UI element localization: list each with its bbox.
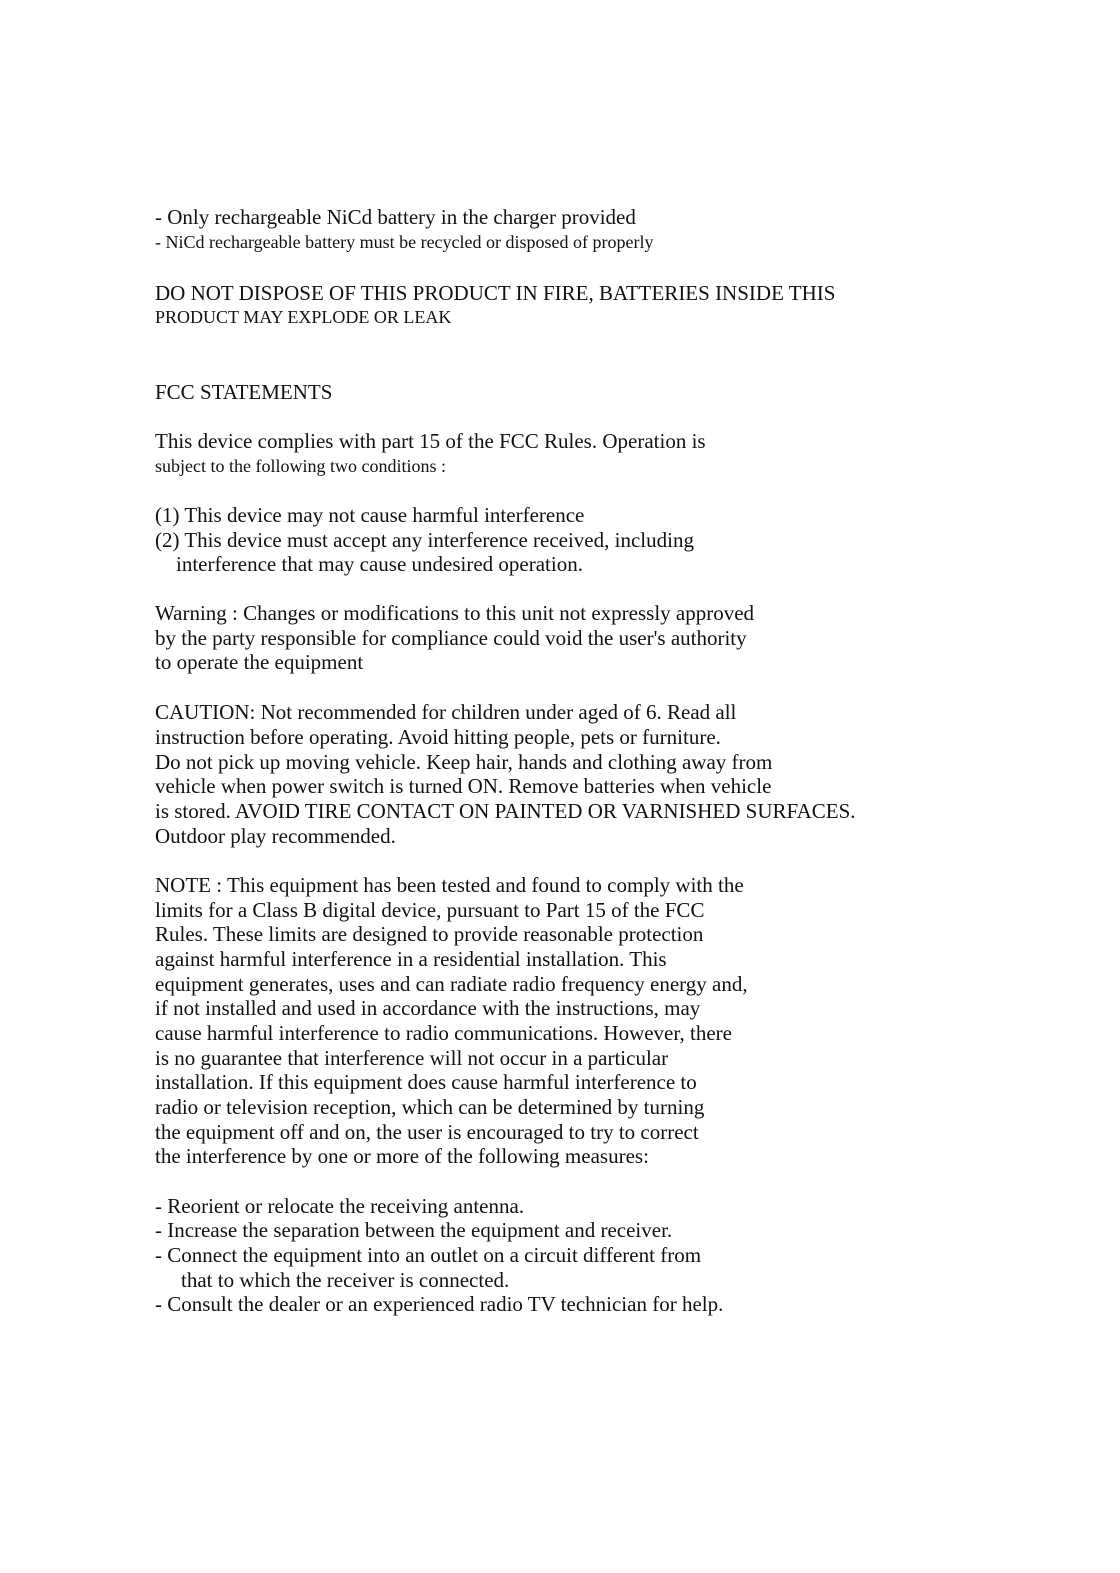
condition-2-continued: interference that may cause undesired operation.: [176, 552, 583, 576]
note-line-12: the interference by one or more of the following measures:: [155, 1144, 649, 1168]
fcc-heading: FCC STATEMENTS: [155, 380, 333, 404]
note-line-5: equipment generates, uses and can radiate radio frequency energy and,: [155, 972, 748, 996]
warning-line-1: Warning : Changes or modifications to this unit not expressly approved: [155, 601, 755, 625]
caution-line-4: vehicle when power switch is turned ON. Remove batteries when vehicle: [155, 774, 772, 798]
fire-warning-line-2: PRODUCT MAY EXPLODE OR LEAK: [155, 307, 452, 327]
note-line-11: the equipment off and on, the user is encouraged to try to correct: [155, 1120, 699, 1144]
note-line-9: installation. If this equipment does cause harmful interference to: [155, 1070, 697, 1094]
battery-note-1: - Only rechargeable NiCd battery in the charger provided: [155, 205, 636, 229]
measure-4: - Consult the dealer or an experienced radio TV technician for help.: [155, 1292, 724, 1316]
measure-3: - Connect the equipment into an outlet on a circuit different from: [155, 1243, 702, 1267]
note-line-2: limits for a Class B digital device, pursuant to Part 15 of the FCC: [155, 898, 705, 922]
note-line-7: cause harmful interference to radio communications. However, there: [155, 1021, 732, 1045]
note-line-1: NOTE : This equipment has been tested and found to comply with the: [155, 873, 744, 897]
compliance-line-1: This device complies with part 15 of the FCC Rules. Operation is: [155, 429, 706, 453]
condition-1: (1) This device may not cause harmful interference: [155, 503, 585, 527]
note-line-4: against harmful interference in a residential installation. This: [155, 947, 667, 971]
warning-line-2: by the party responsible for compliance could void the user's authority: [155, 626, 747, 650]
measure-1: - Reorient or relocate the receiving antenna.: [155, 1194, 525, 1218]
compliance-line-2: subject to the following two conditions :: [155, 456, 446, 476]
measure-2: - Increase the separation between the equipment and receiver.: [155, 1218, 673, 1242]
battery-note-2: - NiCd rechargeable battery must be recycled or disposed of properly: [155, 232, 654, 252]
caution-line-5: is stored. AVOID TIRE CONTACT ON PAINTED OR VARNISHED SURFACES.: [155, 799, 856, 823]
caution-line-6: Outdoor play recommended.: [155, 824, 396, 848]
note-line-6: if not installed and used in accordance with the instructions, may: [155, 996, 701, 1020]
note-line-8: is no guarantee that interference will not occur in a particular: [155, 1046, 669, 1070]
fire-warning-line-1: DO NOT DISPOSE OF THIS PRODUCT IN FIRE, BATTERIES INSIDE THIS: [155, 281, 836, 305]
note-line-3: Rules. These limits are designed to provide reasonable protection: [155, 922, 704, 946]
measure-3-continued: that to which the receiver is connected.: [181, 1268, 510, 1292]
condition-2: (2) This device must accept any interference received, including: [155, 528, 694, 552]
caution-line-2: instruction before operating. Avoid hitting people, pets or furniture.: [155, 725, 721, 749]
note-line-10: radio or television reception, which can be determined by turning: [155, 1095, 705, 1119]
warning-line-3: to operate the equipment: [155, 650, 364, 674]
caution-line-3: Do not pick up moving vehicle. Keep hair, hands and clothing away from: [155, 750, 773, 774]
caution-line-1: CAUTION: Not recommended for children under aged of 6. Read all: [155, 700, 737, 724]
